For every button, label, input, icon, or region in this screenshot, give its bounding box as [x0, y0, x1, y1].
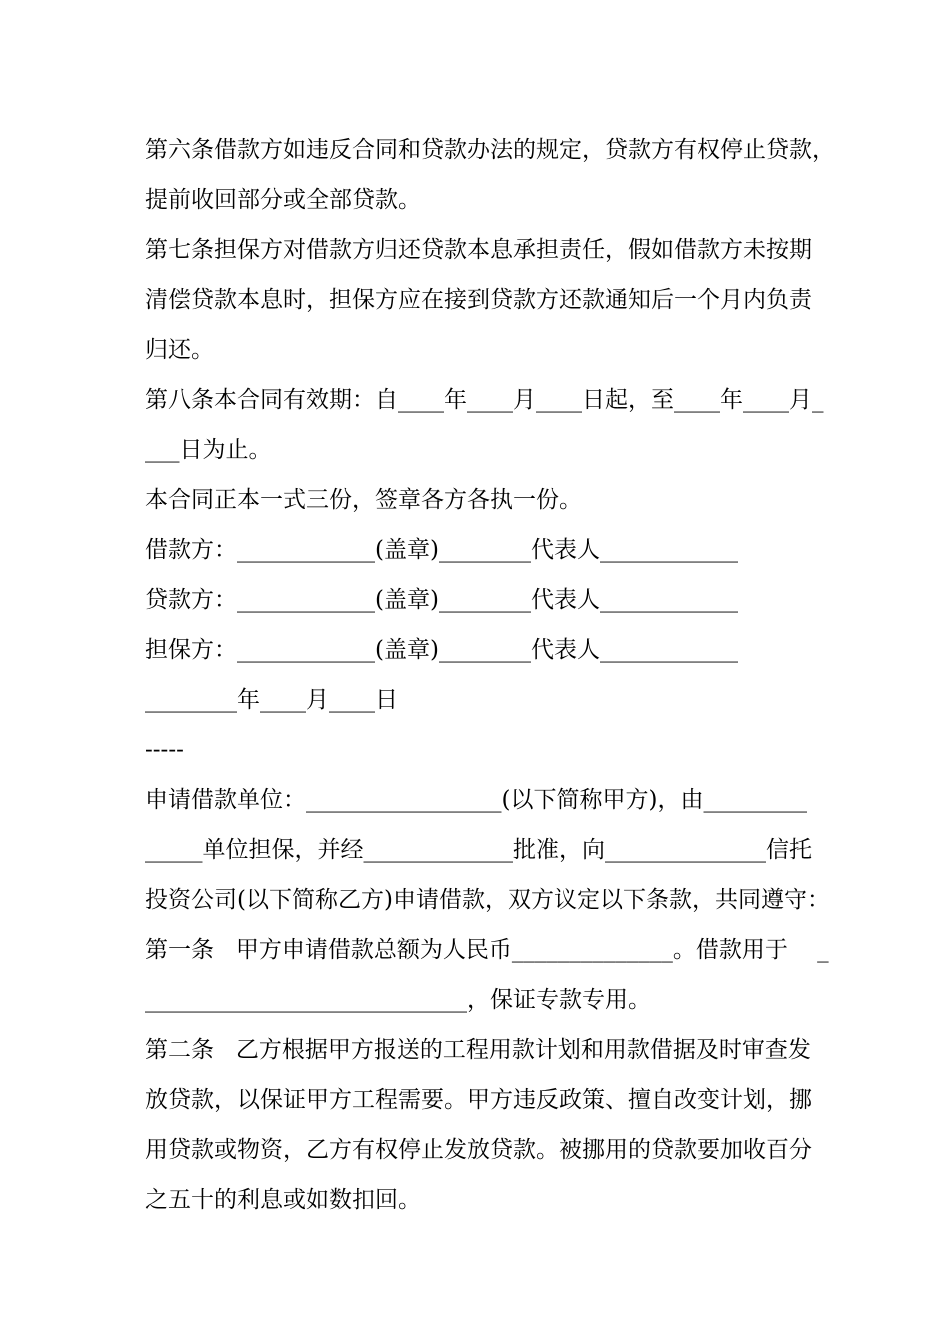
signature-line-guarantor: 担保方：____________(盖章)________代表人____________: [145, 637, 738, 663]
text-line: ____________________________，保证专款专用。: [145, 987, 651, 1013]
text-line: 归还。: [145, 337, 214, 363]
text-line: _____单位担保，并经_____________批准，向______________信托: [145, 837, 812, 863]
text-line: 第八条本合同有效期：自____年____月____日起，至____年____月_: [145, 387, 824, 413]
date-line: ________年____月____日: [145, 687, 398, 713]
text-line: 提前收回部分或全部贷款。: [145, 187, 421, 213]
text-line: ___日为止。: [145, 437, 272, 463]
text-line: 放贷款，以保证甲方工程需要。甲方违反政策、擅自改变计划，挪: [145, 1087, 812, 1113]
text-line: 第七条担保方对借款方归还贷款本息承担责任，假如借款方未按期: [145, 237, 812, 263]
text-line: 第二条 乙方根据甲方报送的工程用款计划和用款借据及时审查发: [145, 1037, 811, 1063]
text-line: 本合同正本一式三份，签章各方各执一份。: [145, 487, 582, 513]
signature-line-borrower: 借款方：____________(盖章)________代表人____________: [145, 537, 738, 563]
text-line: 之五十的利息或如数扣回。: [145, 1187, 421, 1213]
text-line: 清偿贷款本息时，担保方应在接到贷款方还款通知后一个月内负责: [145, 287, 812, 313]
section-divider: -----: [145, 737, 184, 763]
text-line: 投资公司(以下简称乙方)申请借款，双方议定以下条款，共同遵守：: [145, 887, 830, 913]
text-line: 申请借款单位：_________________(以下简称甲方)，由_________: [145, 787, 807, 813]
text-line: 第一条 甲方申请借款总额为人民币______________。借款用于 _: [145, 937, 829, 963]
text-line: 第六条借款方如违反合同和贷款办法的规定，贷款方有权停止贷款，: [145, 137, 835, 163]
signature-line-lender: 贷款方：____________(盖章)________代表人____________: [145, 587, 738, 613]
text-line: 用贷款或物资，乙方有权停止发放贷款。被挪用的贷款要加收百分: [145, 1137, 812, 1163]
